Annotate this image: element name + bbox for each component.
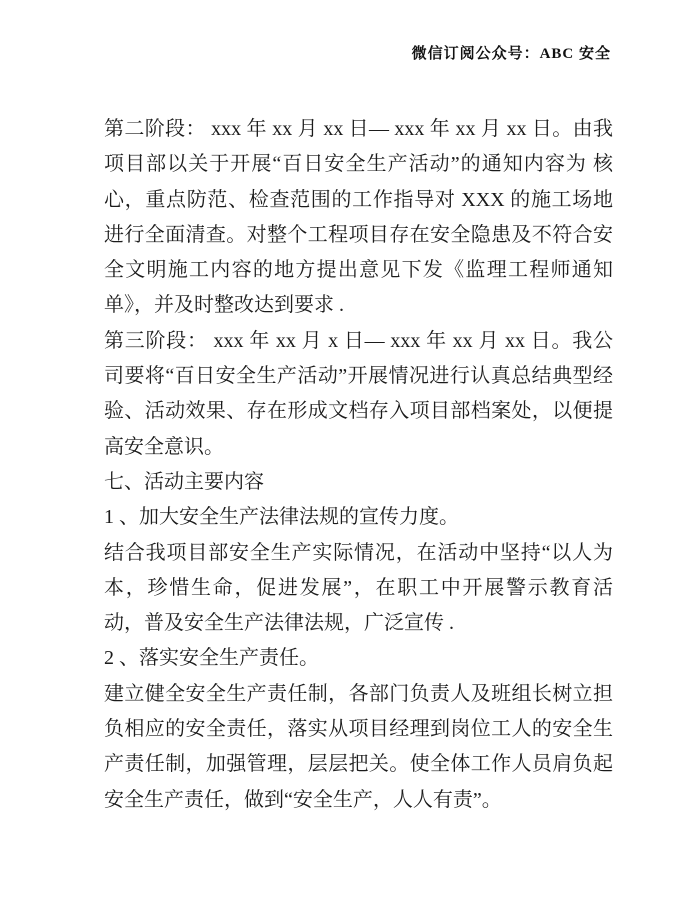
paragraph-item-2-body: 建立健全安全生产责任制，各部门负责人及班组长树立担负相应的安全责任，落实从项目经理到岗位工人的安全生产责任制，加强管理，层层把关。使全体工作人员肩负起安全生产责任，做到“安全生产，人人有责”。	[104, 682, 613, 811]
paragraph-stage-two: 第二阶段： xxx 年 xx 月 xx 日— xxx 年 xx 月 xx 日。由我项目部以关于开展“百日安全生产活动”的通知内容为 核心，重点防范、检查范围的工作指导对 XXX 的施工场地进行全面清查。对整个工程项目存在安全隐患及不符合安全文明施工内容的地方提出意见下发《监理工程师通知单》，并及时整改达到要求 .	[104, 118, 613, 317]
paragraph-stage-three: 第三阶段： xxx 年 xx 月 x 日— xxx 年 xx 月 xx 日。我公司要将“百日安全生产活动”开展情况进行认真总结典型经验、活动效果、存在形成文档存入项目部档案处，以便提高安全意识。	[104, 329, 613, 458]
watermark-text: 微信订阅公众号：ABC 安全	[411, 46, 611, 62]
heading-item-2: 2 、落实安全生产责任。	[104, 647, 319, 670]
paragraph-item-1-body: 结合我项目部安全生产实际情况，在活动中坚持“以人为本，珍惜生命，促进发展”，在职工中开展警示教育活 动，普及安全生产法律法规，广泛宣传 .	[104, 541, 613, 635]
heading-item-1: 1 、加大安全生产法律法规的宣传力度。	[104, 506, 459, 529]
heading-section-seven: 七、活动主要内容	[104, 470, 264, 493]
document-body	[104, 112, 613, 818]
